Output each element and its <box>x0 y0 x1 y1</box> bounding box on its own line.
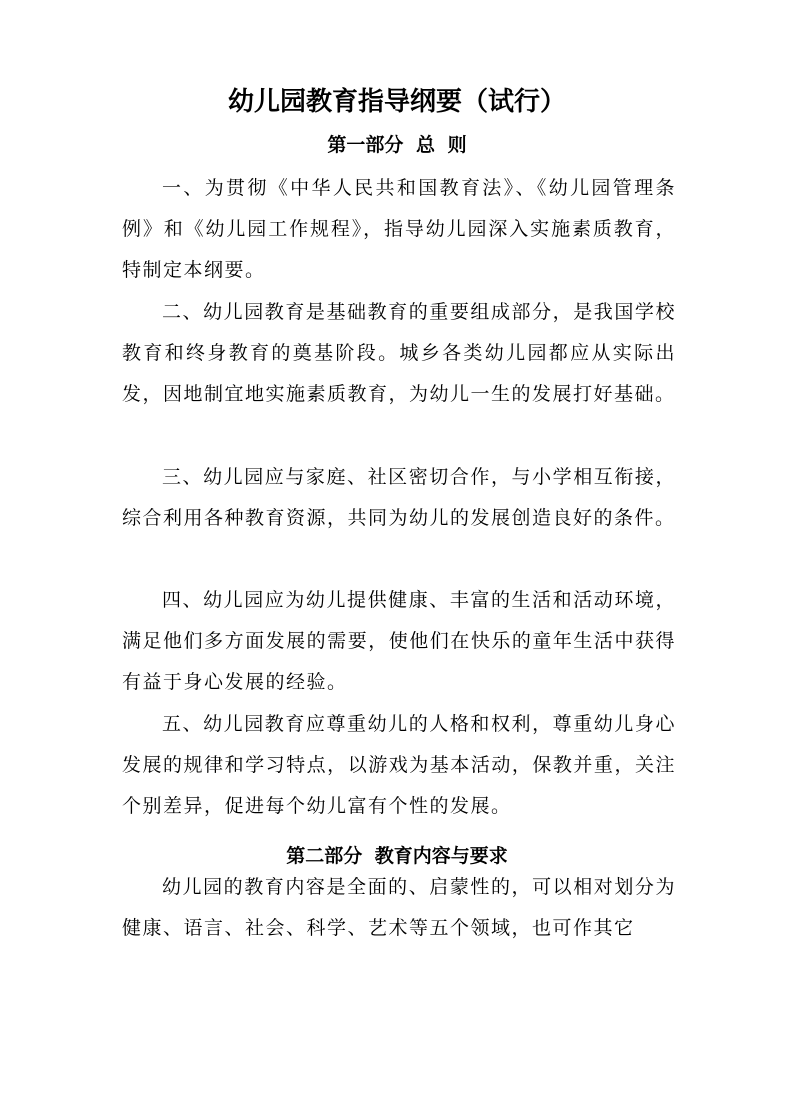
paragraph-3: 三、幼儿园应与家庭、社区密切合作，与小学相互衔接，综合利用各种教育资源，共同为幼儿的发展创造良好的条件。 <box>122 466 676 529</box>
paragraph-5: 五、幼儿园教育应尊重幼儿的人格和权利，尊重幼儿身心发展的规律和学习特点，以游戏为基本活动，保教并重，关注个别差异，促进每个幼儿富有个性的发展。 <box>122 713 676 817</box>
part1-heading: 第一部分 总 则 <box>327 134 467 156</box>
paragraph-2: 二、幼儿园教育是基础教育的重要组成部分，是我国学校教育和终身教育的奠基阶段。城乡各类幼儿园都应从实际出发，因地制宜地实施素质教育，为幼儿一生的发展打好基础。 <box>122 301 676 405</box>
part2-heading: 第二部分 教育内容与要求 <box>286 845 508 867</box>
document-title: 幼儿园教育指导纲要（试行） <box>227 87 566 117</box>
paragraph-6: 幼儿园的教育内容是全面的、启蒙性的，可以相对划分为健康、语言、社会、科学、艺术等五个领域，也可作其它 <box>122 876 676 939</box>
paragraph-4: 四、幼儿园应为幼儿提供健康、丰富的生活和活动环境，满足他们多方面发展的需要，使他们在快乐的童年生活中获得有益于身心发展的经验。 <box>122 589 676 693</box>
paragraph-1: 一、为贯彻《中华人民共和国教育法》、《幼儿园管理条例》和《幼儿园工作规程》，指导幼儿园深入实施素质教育，特制定本纲要。 <box>122 177 676 281</box>
